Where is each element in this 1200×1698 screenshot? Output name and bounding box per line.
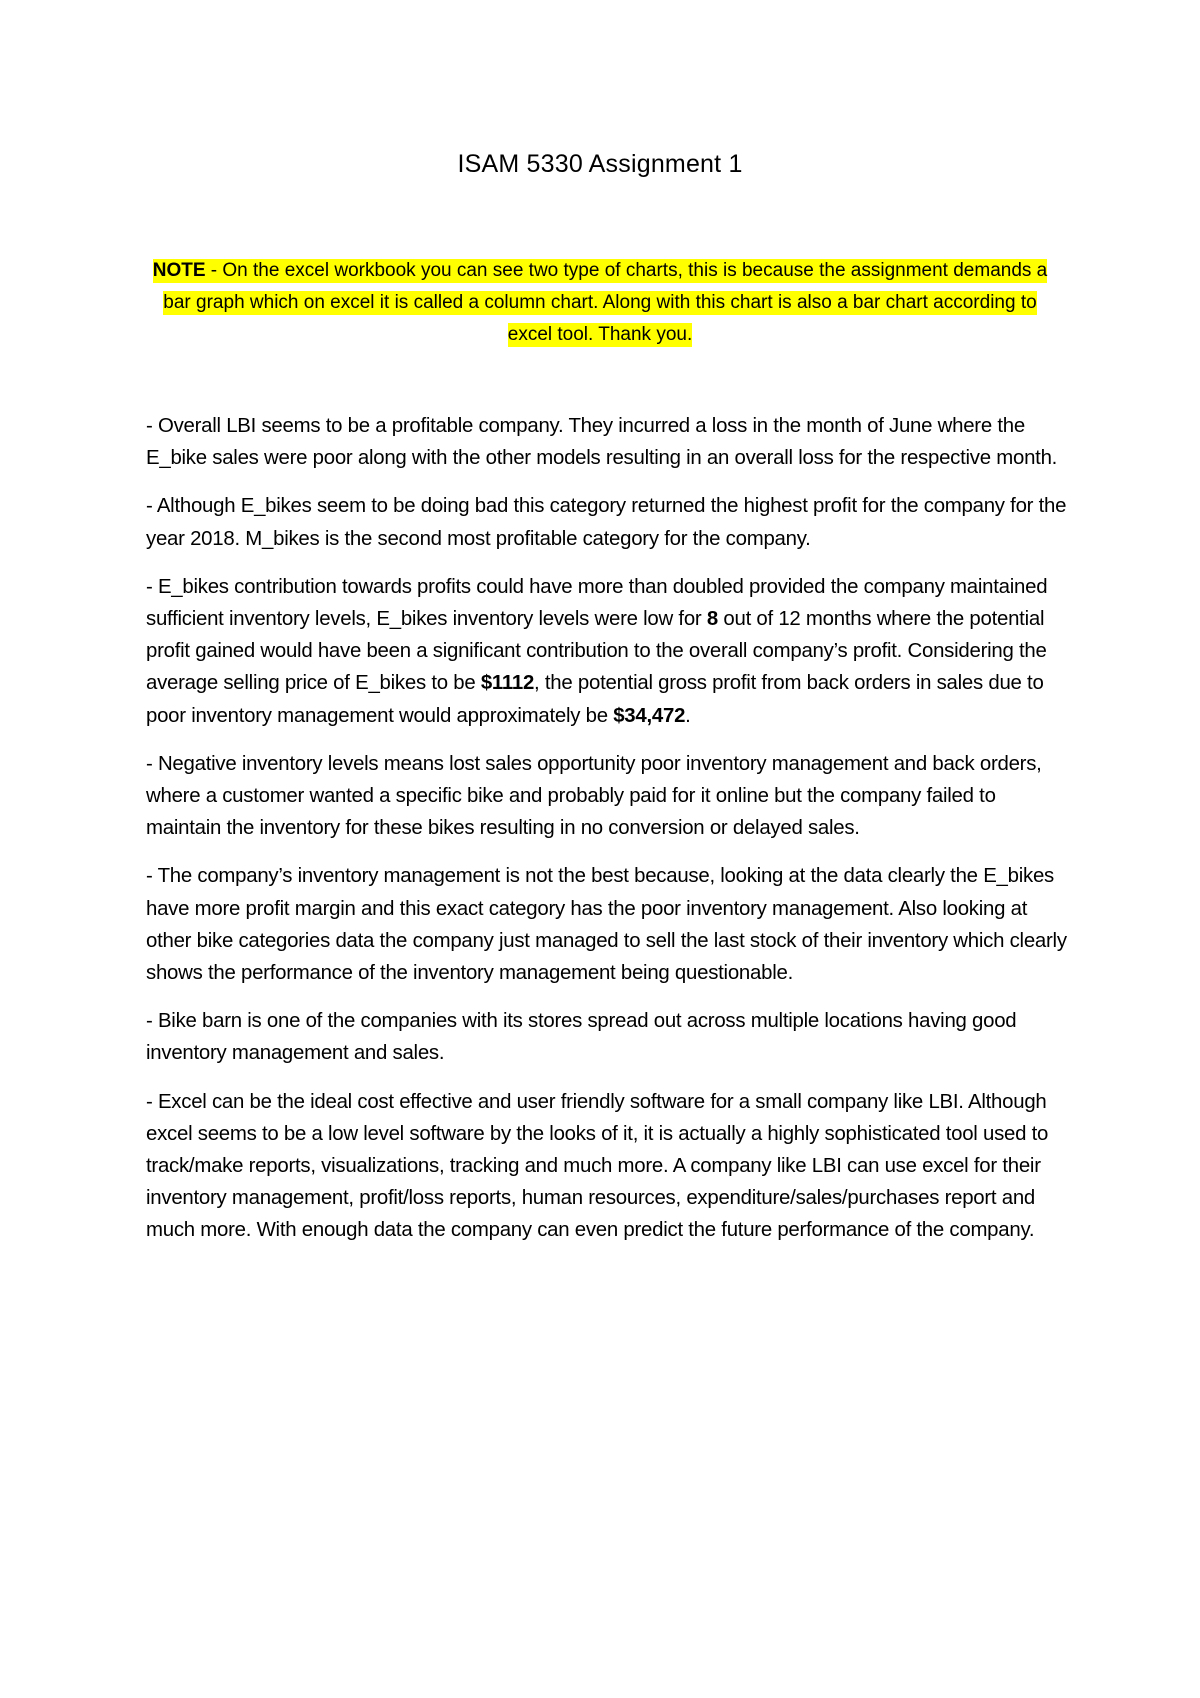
paragraph-inventory-management: - The company’s inventory management is not the best because, looking at the data clearly the E_bikes have more profit margin and this exact category has the poor inventory management. Also looking at other bike categories data the company just managed to sell the last stock of their inventory which clearly shows the performance of the inventory management being questionable. (146, 865, 1067, 985)
document-body (146, 410, 1076, 1263)
paragraph-ebikes-highest-profit: - Although E_bikes seem to be doing bad this category returned the highest profit for the company for the year 2018. M_bikes is the second most profitable category for the company. (146, 495, 1067, 550)
highlighted-note (150, 255, 1050, 351)
paragraph-text-segment: . (685, 704, 691, 727)
paragraph-ebikes-inventory (146, 571, 1076, 732)
paragraph-text-segment: , the potential gross profit from back orders in sales due to poor inventory management would approximately be (146, 672, 1044, 727)
bold-low-months: 8 (706, 608, 718, 631)
paragraph-bike-barn: - Bike barn is one of the companies with its stores spread out across multiple locations having good inventory management and sales. (146, 1010, 1017, 1065)
paragraph-negative-inventory: - Negative inventory levels means lost sales opportunity poor inventory management and back orders, where a customer wanted a specific bike and probably paid for it online but the company failed to maintain the inventory for these bikes resulting in no conversion or delayed sales. (146, 752, 1042, 840)
paragraph-text-segment: out of 12 months where the potential profit gained would have been a significant contribution to the overall company’s profit. Considering the average selling price of E_bikes to be (146, 608, 1047, 695)
paragraph-text-segment: - E_bikes contribution towards profits could have more than doubled provided the company maintained sufficient inventory levels, E_bikes inventory levels were low for (146, 575, 1048, 631)
bold-avg-price: $1112 (480, 672, 535, 695)
bold-potential-profit: $34,472 (613, 704, 686, 727)
note-text: - On the excel workbook you can see two type of charts, this is because the assignment demands a bar graph which on excel it is called a column chart. Along with this chart is also a bar chart according to excel tool. Thank you. (163, 260, 1048, 345)
paragraph-overall-profit: - Overall LBI seems to be a profitable company. They incurred a loss in the month of June where the E_bike sales were poor along with the other models resulting in an overall loss for the respective month. (146, 415, 1058, 470)
paragraph-excel: - Excel can be the ideal cost effective and user friendly software for a small company like LBI. Although excel seems to be a low level software by the looks of it, it is actually a highly sophisticated tool used to track/make reports, visualizations, tracking and much more. A company like LBI can use excel for their inventory management, profit/loss reports, human resources, expenditure/sales/purchases report and much more. With enough data the company can even predict the future performance of the company. (146, 1090, 1049, 1242)
note-label: NOTE (152, 260, 206, 281)
note-highlight (153, 259, 1048, 347)
document-title: ISAM 5330 Assignment 1 (457, 150, 743, 178)
